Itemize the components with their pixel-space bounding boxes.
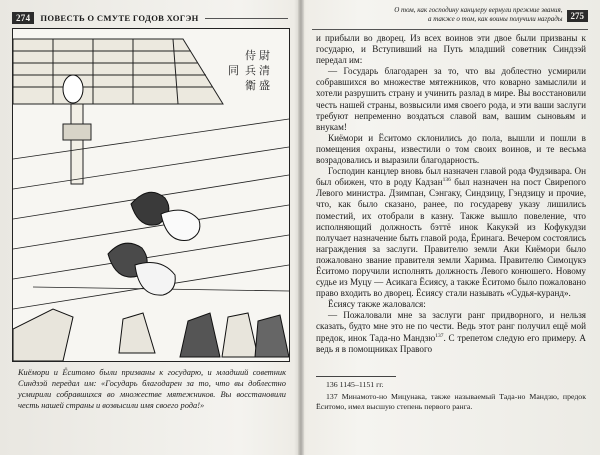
right-page	[304, 0, 600, 455]
left-page	[0, 0, 298, 455]
inscription-char: 兵	[245, 64, 256, 77]
paragraph-6-part-1: — Пожаловали мне за заслуги ранг придворного, и нельзя сказать, будто мне это не по чести. Ведь этот ранг получил ещё мой предок, инок Тада-но Мандзю	[316, 310, 586, 343]
inscription-char: 侍	[245, 49, 256, 62]
inscription-char: 衛	[245, 79, 256, 92]
footnote-rule	[316, 376, 396, 377]
inscription-char: 同	[228, 64, 239, 77]
illustration-drawing	[13, 29, 289, 361]
footnote-ref-137: 137	[435, 332, 444, 339]
right-page-header	[312, 6, 588, 24]
left-page-header	[12, 10, 288, 26]
footnotes	[316, 380, 586, 414]
paragraph-4-part-1: Господин канцлер вновь был назначен главой рода Фудзивара. Он был обижен, что в роду Кадзан	[316, 166, 586, 188]
header-rule-right	[312, 29, 588, 30]
calligraphy-inscription	[228, 48, 270, 92]
paragraph-1: и прибыли во дворец. Из всех воинов эти двое были призваны к государю, и Вступивший на Путь младший советник Синдзэй передал им:	[316, 33, 586, 66]
footnote-ref-136: 136	[442, 177, 451, 184]
right-running-title-line-1: О том, как господину канцлеру вернули прежние звания,	[394, 6, 563, 14]
footnote-136: 136 1145–1151 гг.	[326, 380, 384, 389]
inscription-char: 清	[259, 64, 270, 77]
inscription-char: 盛	[259, 79, 270, 92]
paragraph-4	[316, 166, 586, 299]
paragraph-5: Ёсиясу также жаловался:	[328, 299, 426, 310]
standing-guards	[13, 309, 289, 361]
illustration-caption: Киёмори и Ёситомо были призваны к государю, и младший советник Синдзэй передал им: «Государь благодарен за то, что вы доблестно усмирили собравшихся во множестве мятежников. Вы восстановили честь нашей страны и возвысили имя своего рода!»	[18, 368, 286, 410]
left-page-number: 274	[12, 12, 34, 24]
left-running-title: ПОВЕСТЬ О СМУТЕ ГОДОВ ХОГЭН	[40, 13, 199, 23]
paragraph-4-part-2: был назначен на пост Свирепого Левого министра. Дзимпан, Сэнгаку, Синдзицу, Гэндзицу и прочие, что, как было сказано, ранее, по государеву указу лишились поместий, их отобрали в казну. Также вышло повеление, что исполняющий должность бэттё инок Какукэй из Кофукудзи получает назначение быть главой рода, Ёринага. Вечером состоялись награждения за заслуги. Правителю земли Аки Киёмори было пожаловано звание правителя земли Харима. Правителю Симоцукэ Ёситомо поручили исполнять должность Левого конюшего. Новому судье из Муцу — Асикага Ёсиясу, а также Ёситомо было пожаловано право входить во дворец. Ёсиясу стали называть «Судья-куранд».	[316, 177, 586, 299]
right-running-title-line-2: а также о том, как воины получили награды	[427, 15, 563, 23]
pillar	[63, 104, 91, 184]
seated-figures	[63, 75, 200, 295]
footnote-137: 137 Минамото-но Мицунака, также называемый Тада-но Мандзю, предок Ёситомо, имел высшую степень первого ранга.	[316, 392, 586, 411]
main-text	[316, 33, 586, 355]
paragraph-2: — Государь благодарен за то, что вы доблестно усмирили собравшихся во множестве мятежников, что коварно замыслили и хотели разрушить страну и учинить разлад в мире. Вы восстановили честь нашей страны, возвысили имя своего рода, и эти ваши заслуги требуют непременно воздаться славой вам, вашим сыновьям и внукам!	[316, 66, 586, 132]
woodblock-illustration	[12, 28, 290, 362]
right-page-number: 275	[567, 10, 589, 22]
inscription-char: 尉	[259, 49, 270, 62]
paragraph-6-part-2: . С трепетом следую его примеру. А ведь я в помощниках Правого	[316, 332, 586, 354]
header-rule-left	[205, 18, 288, 19]
paragraph-6	[316, 310, 586, 354]
palace-roof	[13, 39, 223, 104]
right-running-title	[312, 6, 563, 24]
paragraph-3: Киёмори и Ёситомо склонились до пола, вышли и пошли в помещения охраны, известили о том своих воинов, и те весьма возрадовались и выразили благодарность.	[316, 132, 586, 166]
